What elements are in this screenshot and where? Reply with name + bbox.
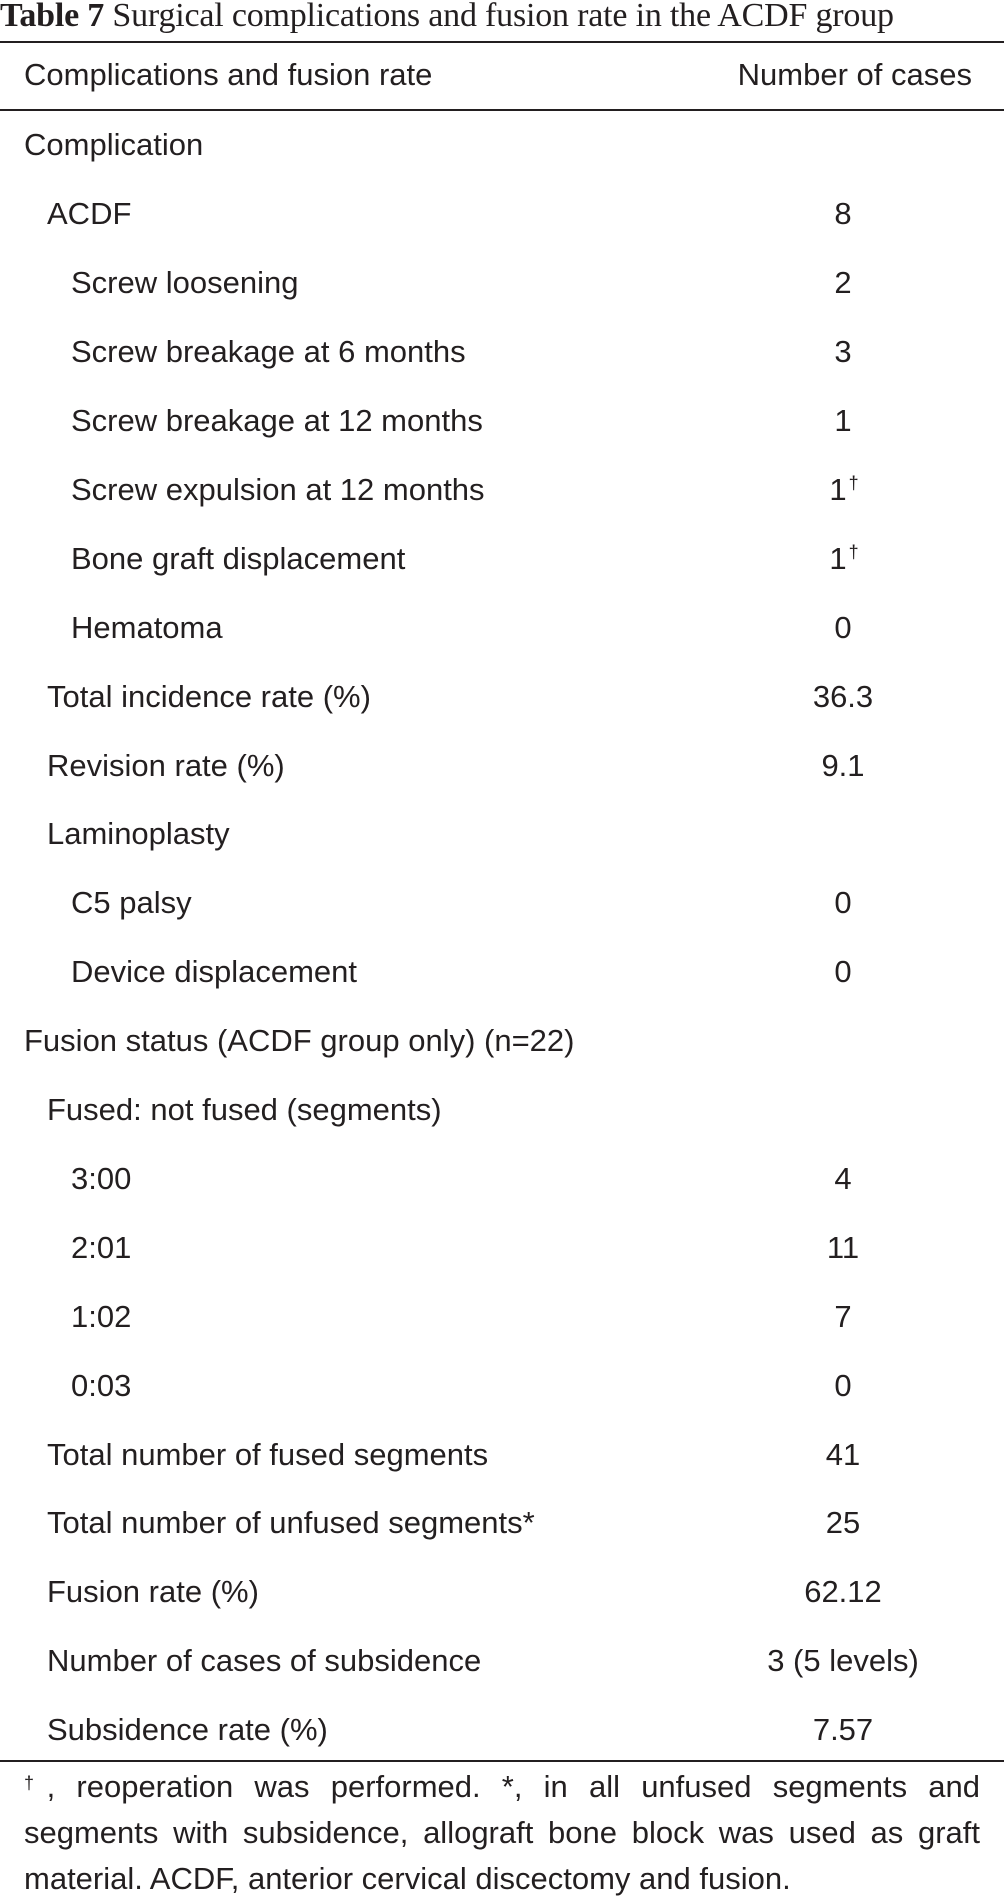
table-row: [0, 731, 1004, 800]
table-row: [0, 1213, 1004, 1282]
table-row: [0, 1696, 1004, 1765]
row-label: ACDF: [47, 196, 132, 232]
table-row: [0, 1558, 1004, 1627]
row-label: C5 palsy: [71, 885, 192, 921]
table-row: [0, 662, 1004, 731]
table-row: [0, 524, 1004, 593]
row-label: Laminoplasty: [47, 816, 230, 852]
row-label: Screw breakage at 12 months: [71, 403, 483, 439]
row-value: 3 (5 levels): [767, 1643, 919, 1679]
row-label: Screw breakage at 6 months: [71, 334, 466, 370]
table-row: [0, 180, 1004, 249]
row-value: 11: [826, 1229, 860, 1265]
table-row: [0, 1351, 1004, 1420]
table-header: [0, 41, 1004, 109]
dagger-mark: †: [848, 542, 859, 563]
row-label: Fusion rate (%): [47, 1574, 259, 1610]
row-value: [694, 1076, 994, 1145]
row-value: [694, 1007, 994, 1076]
row-value: 4: [834, 1160, 852, 1196]
footnote-text: , reoperation was performed. *, in all unfused segments and segments with subsidence, allograft bone block was used as graft material. ACDF, anterior cervical discectomy and fusion.: [24, 1769, 980, 1896]
row-label: 2:01: [71, 1229, 132, 1265]
row-value: [694, 111, 994, 180]
row-value: 25: [825, 1505, 861, 1541]
row-label: Number of cases of subsidence: [47, 1643, 482, 1679]
row-label: Hematoma: [71, 609, 223, 645]
row-value: 41: [825, 1436, 861, 1472]
table-row: [0, 1145, 1004, 1214]
table-footnote: [24, 1764, 980, 1902]
row-label: Bone graft displacement: [71, 540, 406, 576]
row-value: 0: [834, 609, 852, 645]
table-title: Surgical complications and fusion rate in the ACDF group: [112, 0, 894, 34]
row-label: Total number of fused segments: [47, 1436, 489, 1472]
row-label: Fusion status (ACDF group only) (n=22): [24, 1023, 575, 1059]
row-value: 7: [834, 1298, 852, 1334]
row-value: 3: [834, 334, 852, 370]
header-col-cases: Number of cases: [737, 57, 972, 92]
row-value: 0: [834, 954, 852, 990]
table-row: [0, 593, 1004, 662]
row-label: Screw expulsion at 12 months: [71, 471, 485, 507]
table-row: [0, 318, 1004, 387]
table-row: [0, 1420, 1004, 1489]
table-row: [0, 1282, 1004, 1351]
row-value: 1 †: [829, 540, 859, 576]
row-label: Fused: not fused (segments): [47, 1092, 442, 1128]
row-label: Revision rate (%): [47, 747, 285, 783]
row-value: 7.57: [812, 1712, 874, 1748]
table-row: [0, 869, 1004, 938]
row-value: [694, 800, 994, 869]
table-row: [0, 249, 1004, 318]
row-value: 8: [834, 196, 852, 232]
row-label: Device displacement: [71, 954, 358, 990]
table-row: [0, 1007, 1004, 1076]
table-row: [0, 111, 1004, 180]
row-value: 0: [834, 1367, 852, 1403]
row-label: Total incidence rate (%): [47, 678, 371, 714]
table-row: [0, 456, 1004, 525]
table-number: Table 7: [0, 0, 105, 34]
row-value: 1: [834, 403, 852, 439]
row-label: Complication: [24, 127, 204, 163]
table-caption: [0, 0, 1004, 40]
row-label: Subsidence rate (%): [47, 1712, 328, 1748]
table-row: [0, 800, 1004, 869]
row-label: 0:03: [71, 1367, 132, 1403]
row-label: Total number of unfused segments*: [47, 1505, 535, 1541]
row-label: 3:00: [71, 1160, 132, 1196]
table-row: [0, 1489, 1004, 1558]
row-value: 2: [834, 265, 852, 301]
row-label: 1:02: [71, 1298, 132, 1334]
table-row: [0, 1627, 1004, 1696]
table-row: [0, 387, 1004, 456]
row-value: 36.3: [812, 678, 874, 714]
row-value: 1 †: [829, 471, 859, 507]
dagger-mark: †: [848, 473, 859, 494]
bottom-rule: [0, 1760, 1004, 1762]
footnote-dagger: †: [24, 1773, 47, 1793]
row-value: 0: [834, 885, 852, 921]
row-value: 9.1: [821, 747, 865, 783]
table-row: [0, 1076, 1004, 1145]
header-col-complications: Complications and fusion rate: [24, 57, 433, 92]
row-label: Screw loosening: [71, 265, 299, 301]
table-row: [0, 938, 1004, 1007]
row-value: 62.12: [804, 1574, 882, 1610]
